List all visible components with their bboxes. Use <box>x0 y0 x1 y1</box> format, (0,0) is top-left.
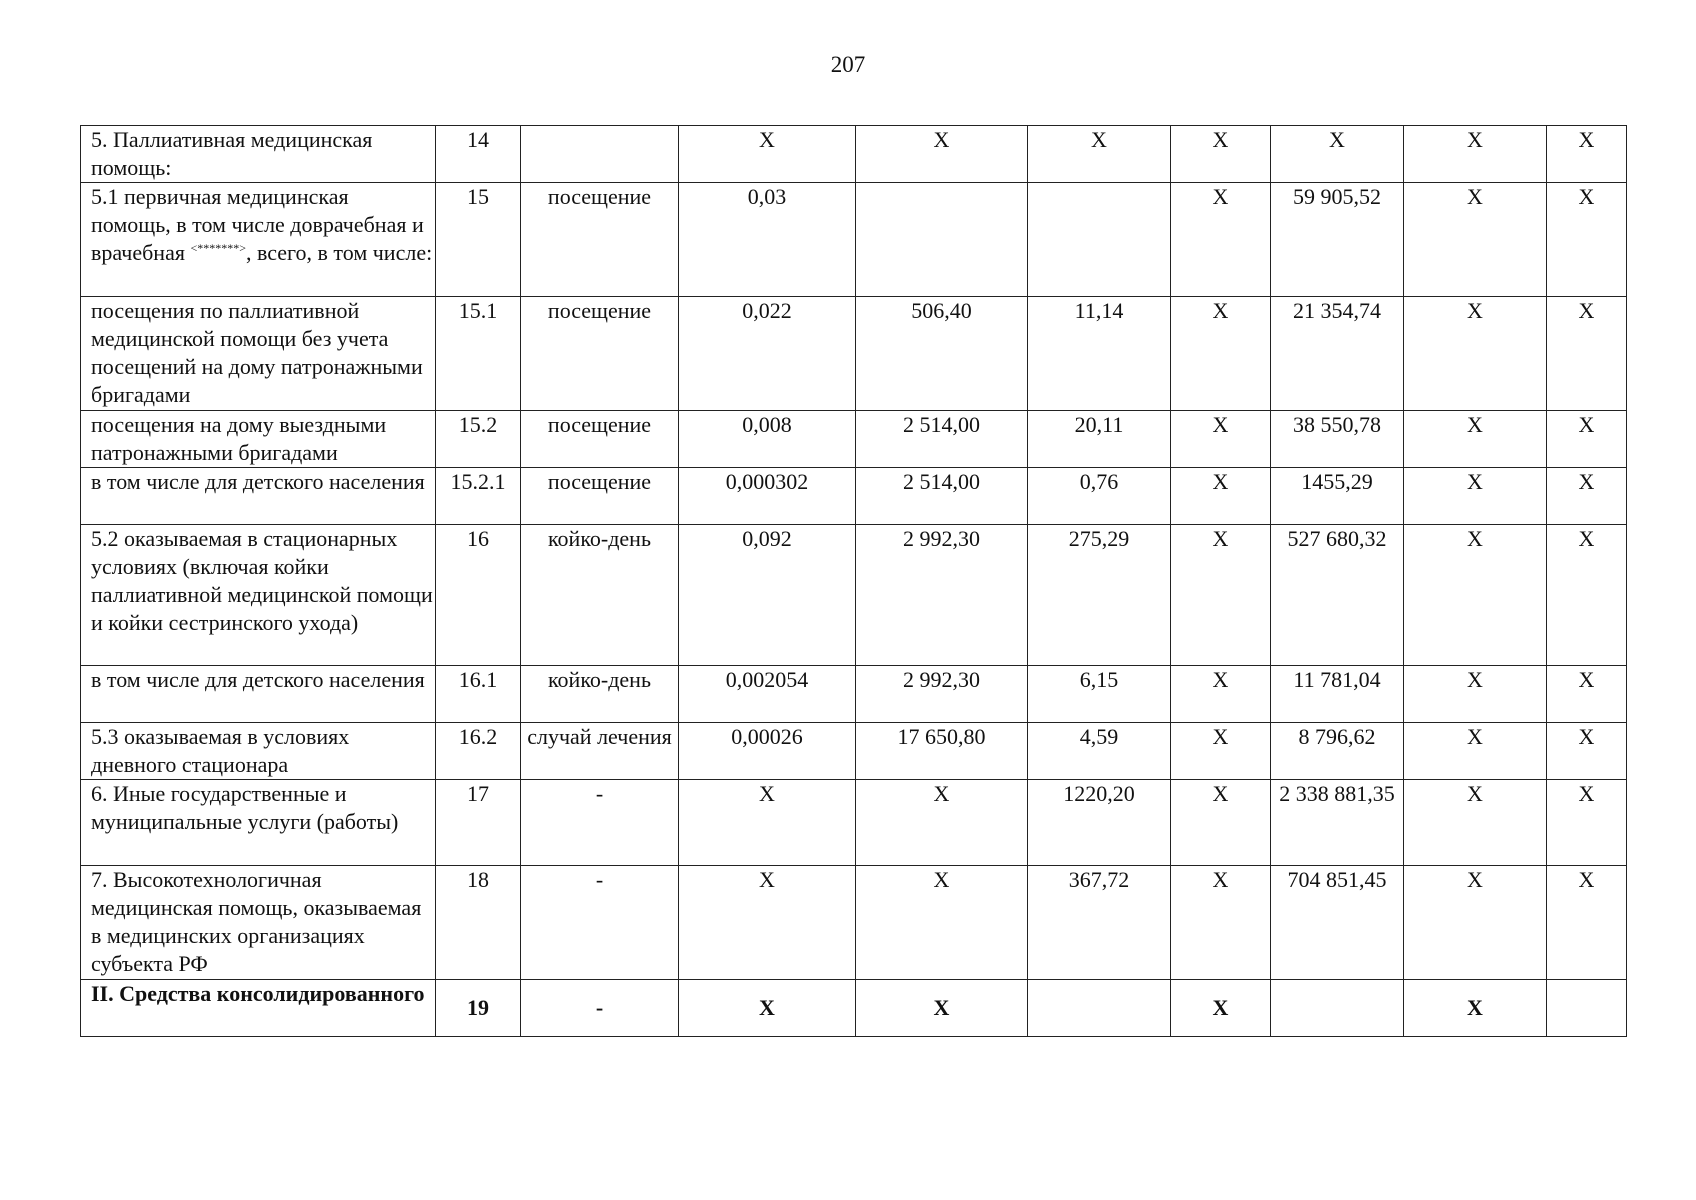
value-cell: 0,002054 <box>679 666 856 723</box>
value-cell: 0,03 <box>679 183 856 297</box>
data-table <box>80 125 1627 1037</box>
value-cell: X <box>1547 866 1627 980</box>
row-number: 15.1 <box>436 297 521 411</box>
value-cell: X <box>1171 297 1271 411</box>
value-cell: 506,40 <box>856 297 1028 411</box>
value-cell: X <box>1171 525 1271 666</box>
value-cell: 6,15 <box>1028 666 1171 723</box>
value-cell: X <box>1171 723 1271 780</box>
value-cell: X <box>1404 411 1547 468</box>
page-number: 207 <box>830 52 866 77</box>
value-cell <box>1547 980 1627 1037</box>
value-cell: 21 354,74 <box>1271 297 1404 411</box>
value-cell: 704 851,45 <box>1271 866 1404 980</box>
unit-cell <box>521 126 679 183</box>
value-cell: X <box>679 980 856 1037</box>
value-cell: X <box>1271 126 1404 183</box>
value-cell: 1455,29 <box>1271 468 1404 525</box>
value-cell: 11,14 <box>1028 297 1171 411</box>
value-cell: X <box>1547 468 1627 525</box>
unit-cell: - <box>521 866 679 980</box>
row-number: 18 <box>436 866 521 980</box>
unit-cell: посещение <box>521 183 679 297</box>
row-number: 17 <box>436 780 521 866</box>
row-number: 16.2 <box>436 723 521 780</box>
value-cell: 2 992,30 <box>856 525 1028 666</box>
value-cell: 2 514,00 <box>856 411 1028 468</box>
value-cell: X <box>1171 666 1271 723</box>
table-row <box>81 525 1627 666</box>
value-cell: 275,29 <box>1028 525 1171 666</box>
value-cell: 0,00026 <box>679 723 856 780</box>
row-name-tail: , всего, в том числе: <box>246 240 433 265</box>
unit-cell: случай лечения <box>521 723 679 780</box>
table-row <box>81 980 1627 1037</box>
table-row <box>81 666 1627 723</box>
unit-cell: - <box>521 780 679 866</box>
value-cell: 2 992,30 <box>856 666 1028 723</box>
value-cell: 11 781,04 <box>1271 666 1404 723</box>
value-cell: X <box>856 866 1028 980</box>
value-cell: 38 550,78 <box>1271 411 1404 468</box>
value-cell: X <box>1404 525 1547 666</box>
value-cell: X <box>1547 183 1627 297</box>
row-number: 16 <box>436 525 521 666</box>
row-name: 7. Высокотехнологичная медицинская помощь, оказываемая в медицинских организациях субъекта РФ <box>81 866 436 980</box>
value-cell: X <box>1547 525 1627 666</box>
value-cell: X <box>1171 866 1271 980</box>
unit-cell: посещение <box>521 297 679 411</box>
value-cell <box>1271 980 1404 1037</box>
value-cell <box>1028 183 1171 297</box>
value-cell: 0,000302 <box>679 468 856 525</box>
table-row <box>81 297 1627 411</box>
table-row <box>81 723 1627 780</box>
value-cell: X <box>1028 126 1171 183</box>
value-cell: X <box>1404 980 1547 1037</box>
value-cell: X <box>1547 411 1627 468</box>
value-cell: X <box>1171 980 1271 1037</box>
row-number: 19 <box>436 980 521 1037</box>
row-name: 5. Паллиативная медицинская помощь: <box>81 126 436 183</box>
unit-cell: койко-день <box>521 525 679 666</box>
value-cell: X <box>1404 780 1547 866</box>
value-cell: X <box>856 126 1028 183</box>
value-cell: X <box>1547 666 1627 723</box>
row-name: 5.2 оказываемая в стационарных условиях (включая койки паллиативной медицинской помощи и койки сестринского ухода) <box>81 525 436 666</box>
value-cell <box>856 183 1028 297</box>
value-cell: X <box>856 980 1028 1037</box>
value-cell: 4,59 <box>1028 723 1171 780</box>
row-name: посещения на дому выездными патронажными бригадами <box>81 411 436 468</box>
value-cell: X <box>1404 126 1547 183</box>
value-cell: X <box>679 780 856 866</box>
unit-cell: посещение <box>521 468 679 525</box>
table-row <box>81 866 1627 980</box>
value-cell: 527 680,32 <box>1271 525 1404 666</box>
table-row <box>81 468 1627 525</box>
value-cell: 17 650,80 <box>856 723 1028 780</box>
value-cell: 59 905,52 <box>1271 183 1404 297</box>
row-name: II. Средства консолидированного <box>81 980 436 1037</box>
value-cell: X <box>679 126 856 183</box>
value-cell: X <box>1171 468 1271 525</box>
value-cell: X <box>1171 126 1271 183</box>
value-cell: 0,022 <box>679 297 856 411</box>
row-name: посещения по паллиативной медицинской помощи без учета посещений на дому патронажными бригадами <box>81 297 436 411</box>
value-cell: X <box>1404 183 1547 297</box>
value-cell: 2 514,00 <box>856 468 1028 525</box>
unit-cell: посещение <box>521 411 679 468</box>
row-number: 14 <box>436 126 521 183</box>
value-cell: X <box>1171 183 1271 297</box>
value-cell: 367,72 <box>1028 866 1171 980</box>
value-cell: X <box>856 780 1028 866</box>
value-cell: 1220,20 <box>1028 780 1171 866</box>
row-name: в том числе для детского населения <box>81 666 436 723</box>
table-row <box>81 411 1627 468</box>
row-number: 15 <box>436 183 521 297</box>
value-cell: X <box>1404 666 1547 723</box>
footnote-marker: <*******> <box>190 241 246 255</box>
value-cell: X <box>1404 866 1547 980</box>
value-cell: X <box>1547 780 1627 866</box>
row-name: 6. Иные государственные и муниципальные услуги (работы) <box>81 780 436 866</box>
value-cell: X <box>1547 297 1627 411</box>
unit-cell: койко-день <box>521 666 679 723</box>
value-cell: X <box>1547 723 1627 780</box>
value-cell: 8 796,62 <box>1271 723 1404 780</box>
value-cell: X <box>1171 780 1271 866</box>
row-name <box>81 183 436 297</box>
row-name: в том числе для детского населения <box>81 468 436 525</box>
row-number: 15.2 <box>436 411 521 468</box>
value-cell: X <box>1404 297 1547 411</box>
table-row <box>81 126 1627 183</box>
row-number: 16.1 <box>436 666 521 723</box>
row-number: 15.2.1 <box>436 468 521 525</box>
value-cell: X <box>679 866 856 980</box>
row-name: 5.3 оказываемая в условиях дневного стационара <box>81 723 436 780</box>
unit-cell: - <box>521 980 679 1037</box>
value-cell: X <box>1404 723 1547 780</box>
value-cell: 2 338 881,35 <box>1271 780 1404 866</box>
row-name-text: 5.1 первичная медицинская помощь, в том числе доврачебная и врачебная <box>91 184 424 265</box>
value-cell: 0,092 <box>679 525 856 666</box>
table-row <box>81 780 1627 866</box>
value-cell: 0,76 <box>1028 468 1171 525</box>
value-cell: X <box>1171 411 1271 468</box>
value-cell: 0,008 <box>679 411 856 468</box>
value-cell <box>1028 980 1171 1037</box>
value-cell: X <box>1404 468 1547 525</box>
value-cell: 20,11 <box>1028 411 1171 468</box>
table-row <box>81 183 1627 297</box>
value-cell: X <box>1547 126 1627 183</box>
